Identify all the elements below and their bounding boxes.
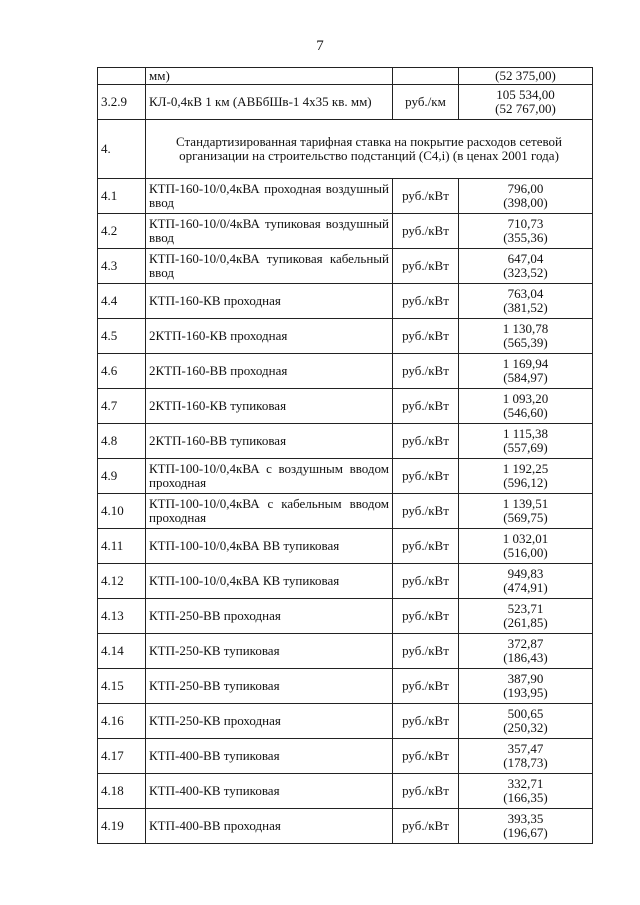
row-price: [459, 249, 593, 284]
price-alt: (569,75): [503, 510, 548, 525]
price-main: 647,04: [507, 251, 544, 266]
price-alt: (546,60): [503, 405, 548, 420]
row-number: 4.18: [98, 774, 146, 809]
table-row: [98, 704, 593, 739]
row-number: 4.2: [98, 214, 146, 249]
row-unit: руб./кВт: [393, 424, 459, 459]
row-description: КТП-400-ВВ тупиковая: [146, 739, 393, 774]
table-row: [98, 389, 593, 424]
price-alt: (557,69): [503, 440, 548, 455]
row-number: 4.4: [98, 284, 146, 319]
row-unit: руб./кВт: [393, 249, 459, 284]
price-alt: (250,32): [503, 720, 548, 735]
row-price: [459, 459, 593, 494]
row-price: [459, 354, 593, 389]
row-description: 2КТП-160-КВ проходная: [146, 319, 393, 354]
price-alt: (186,43): [503, 650, 548, 665]
row-description: мм): [146, 68, 393, 85]
row-number: 4.15: [98, 669, 146, 704]
row-unit: руб./кВт: [393, 599, 459, 634]
table-row: [98, 669, 593, 704]
price-alt: (398,00): [503, 195, 548, 210]
row-description: КТП-400-ВВ проходная: [146, 809, 393, 844]
price-main: 763,04: [507, 286, 544, 301]
price-main: 1 115,38: [502, 426, 549, 441]
table-row: [98, 774, 593, 809]
row-description: КТП-250-ВВ проходная: [146, 599, 393, 634]
row-unit: руб./кВт: [393, 319, 459, 354]
row-number: 4.13: [98, 599, 146, 634]
row-unit: руб./кВт: [393, 739, 459, 774]
row-unit: руб./кВт: [393, 284, 459, 319]
row-unit: руб./кВт: [393, 459, 459, 494]
table-row: [98, 354, 593, 389]
row-description: КТП-250-КВ тупиковая: [146, 634, 393, 669]
price-main: 1 139,51: [502, 496, 549, 511]
price-main: 105 534,00: [496, 87, 555, 102]
row-description: 2КТП-160-КВ тупиковая: [146, 389, 393, 424]
row-price: [459, 319, 593, 354]
row-price: [459, 214, 593, 249]
table-row: [98, 319, 593, 354]
tariff-table: [97, 67, 593, 844]
row-unit: руб./кВт: [393, 704, 459, 739]
row-number: 4.3: [98, 249, 146, 284]
price-main: 1 093,20: [502, 391, 549, 406]
row-number: 4.6: [98, 354, 146, 389]
row-description: КТП-160-10/0,4кВА проходная воздушный ввод: [146, 179, 393, 214]
row-price: [459, 704, 593, 739]
row-description: КТП-250-ВВ тупиковая: [146, 669, 393, 704]
price-main: 1 130,78: [502, 321, 549, 336]
price-alt: (355,36): [503, 230, 548, 245]
row-description: КЛ-0,4кВ 1 км (АВБбШв-1 4х35 кв. мм): [146, 85, 393, 120]
row-price: [459, 85, 593, 120]
row-price: [459, 809, 593, 844]
table-row: [98, 599, 593, 634]
table-row: [98, 739, 593, 774]
price-main: 1 192,25: [502, 461, 549, 476]
row-description: 2КТП-160-ВВ тупиковая: [146, 424, 393, 459]
price-main: 372,87: [507, 636, 544, 651]
row-unit: руб./кВт: [393, 494, 459, 529]
price-main: 393,35: [507, 811, 544, 826]
row-number: 4.17: [98, 739, 146, 774]
price-main: 1 169,94: [502, 356, 549, 371]
price-alt: (516,00): [503, 545, 548, 560]
table-row: [98, 179, 593, 214]
table-row: [98, 529, 593, 564]
row-unit: руб./км: [393, 85, 459, 120]
price-main: 710,73: [507, 216, 544, 231]
row-description: КТП-100-10/0,4кВА ВВ тупиковая: [146, 529, 393, 564]
row-number: 4.16: [98, 704, 146, 739]
row-number: [98, 68, 146, 85]
row-description: КТП-160-КВ проходная: [146, 284, 393, 319]
table-row: [98, 494, 593, 529]
price-main: 796,00: [507, 181, 544, 196]
row-number: 4.19: [98, 809, 146, 844]
table-row: [98, 85, 593, 120]
row-number: 4.5: [98, 319, 146, 354]
table-row: [98, 634, 593, 669]
row-unit: руб./кВт: [393, 634, 459, 669]
row-description: КТП-100-10/0,4кВА КВ тупиковая: [146, 564, 393, 599]
row-number: 4.9: [98, 459, 146, 494]
row-description: КТП-160-10/0,4кВА тупиковая кабельный ввод: [146, 249, 393, 284]
row-unit: руб./кВт: [393, 179, 459, 214]
price-alt: (193,95): [503, 685, 548, 700]
table-row: [98, 459, 593, 494]
row-unit: руб./кВт: [393, 564, 459, 599]
table-row: [98, 249, 593, 284]
table-row: [98, 809, 593, 844]
row-price: [459, 774, 593, 809]
row-number: 3.2.9: [98, 85, 146, 120]
row-price: [459, 284, 593, 319]
row-price: [459, 424, 593, 459]
price-main: 949,83: [507, 566, 544, 581]
row-unit: руб./кВт: [393, 809, 459, 844]
price-alt: (474,91): [503, 580, 548, 595]
row-price: [459, 179, 593, 214]
row-description: КТП-400-КВ тупиковая: [146, 774, 393, 809]
price-alt: (178,73): [503, 755, 548, 770]
price-alt: (52 375,00): [495, 68, 556, 83]
row-description: КТП-100-10/0,4кВА с воздушным вводом проходная: [146, 459, 393, 494]
table-row: [98, 214, 593, 249]
row-description: 2КТП-160-ВВ проходная: [146, 354, 393, 389]
price-alt: (166,35): [503, 790, 548, 805]
price-alt: (196,67): [503, 825, 548, 840]
row-unit: руб./кВт: [393, 529, 459, 564]
page-number: 7: [316, 38, 324, 54]
row-price: [459, 68, 593, 85]
price-main: 1 032,01: [502, 531, 549, 546]
row-unit: [393, 68, 459, 85]
table-row: [98, 68, 593, 85]
row-unit: руб./кВт: [393, 774, 459, 809]
row-number: 4.14: [98, 634, 146, 669]
row-number: 4.10: [98, 494, 146, 529]
row-price: [459, 389, 593, 424]
row-unit: руб./кВт: [393, 354, 459, 389]
row-number: 4.12: [98, 564, 146, 599]
table-row: [98, 424, 593, 459]
table-row: [98, 564, 593, 599]
section-header-row: [98, 120, 593, 179]
price-main: 357,47: [507, 741, 544, 756]
row-description: КТП-250-КВ проходная: [146, 704, 393, 739]
row-price: [459, 494, 593, 529]
row-price: [459, 529, 593, 564]
section-number: 4.: [98, 120, 146, 179]
price-alt: (596,12): [503, 475, 548, 490]
price-main: 387,90: [507, 671, 544, 686]
row-price: [459, 634, 593, 669]
price-alt: (381,52): [503, 300, 548, 315]
price-alt: (584,97): [503, 370, 548, 385]
row-unit: руб./кВт: [393, 389, 459, 424]
row-price: [459, 599, 593, 634]
row-price: [459, 669, 593, 704]
price-main: 500,65: [507, 706, 544, 721]
row-number: 4.7: [98, 389, 146, 424]
price-alt: (565,39): [503, 335, 548, 350]
row-number: 4.11: [98, 529, 146, 564]
row-unit: руб./кВт: [393, 214, 459, 249]
row-number: 4.8: [98, 424, 146, 459]
row-price: [459, 739, 593, 774]
section-title: Стандартизированная тарифная ставка на покрытие расходов сетевой организации на строительство подстанций (С4,i) (в ценах 2001 года): [146, 120, 593, 179]
row-price: [459, 564, 593, 599]
row-unit: руб./кВт: [393, 669, 459, 704]
price-alt: (323,52): [503, 265, 548, 280]
row-description: КТП-160-10/0/4кВА тупиковая воздушный ввод: [146, 214, 393, 249]
row-number: 4.1: [98, 179, 146, 214]
price-main: 332,71: [507, 776, 544, 791]
price-alt: (261,85): [503, 615, 548, 630]
table-row: [98, 284, 593, 319]
row-description: КТП-100-10/0,4кВА с кабельным вводом проходная: [146, 494, 393, 529]
price-main: 523,71: [507, 601, 544, 616]
price-alt: (52 767,00): [495, 101, 556, 116]
